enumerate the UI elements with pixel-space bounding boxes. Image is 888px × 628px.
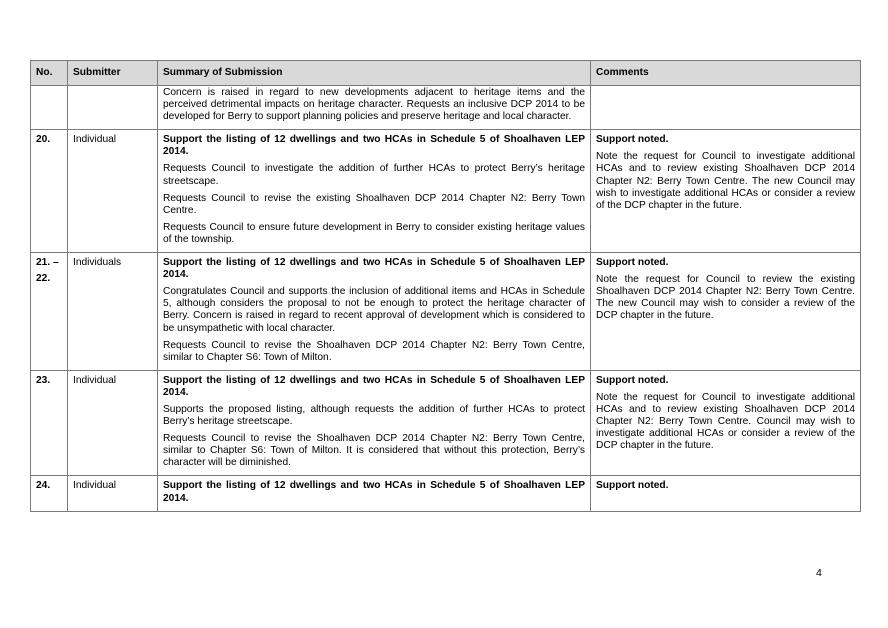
comments-cell bbox=[591, 253, 861, 371]
header-no: No. bbox=[31, 61, 68, 86]
submission-number-cell bbox=[31, 130, 68, 253]
submission-number-cell bbox=[31, 476, 68, 511]
summary-heading: Support the listing of 12 dwellings and two HCAs in Schedule 5 of Shoalhaven LEP 2014. bbox=[163, 374, 585, 398]
header-submitter: Submitter bbox=[68, 61, 158, 86]
comments-cell bbox=[591, 370, 861, 476]
summary-paragraph: Requests Council to revise the existing Shoalhaven DCP 2014 Chapter N2: Berry Town Centre. bbox=[163, 192, 585, 216]
summary-paragraph: Requests Council to investigate the addition of further HCAs to protect Berry’s heritage streetscape. bbox=[163, 163, 585, 187]
header-summary: Summary of Submission bbox=[158, 61, 591, 86]
comment-heading: Support noted. bbox=[596, 134, 669, 146]
summary-cell bbox=[158, 370, 591, 476]
summary-cell bbox=[158, 476, 591, 511]
submission-number: 20. bbox=[36, 134, 51, 146]
summary-cell bbox=[158, 130, 591, 253]
table-row-continuation bbox=[31, 86, 861, 130]
comments-cell bbox=[591, 476, 861, 511]
submission-number: 24. bbox=[36, 480, 51, 492]
submission-number-cell bbox=[31, 370, 68, 476]
submitter-cell: Individual bbox=[68, 130, 158, 253]
submitter-cell: Individuals bbox=[68, 253, 158, 371]
table-header-row bbox=[31, 61, 861, 86]
submissions-table bbox=[30, 60, 861, 512]
continuation-comments-cell bbox=[591, 86, 861, 130]
continuation-summary-text: Concern is raised in regard to new developments adjacent to heritage items and the perceived detrimental impacts on heritage character. Requests an inclusive DCP 2014 to be developed for Berry to support planning policies and preserve heritage and local character. bbox=[163, 87, 585, 123]
comment-heading: Support noted. bbox=[596, 374, 669, 386]
summary-paragraph: Requests Council to revise the Shoalhaven DCP 2014 Chapter N2: Berry Town Centre, similar to Chapter S6: Town of Milton. It is considered that without this protection, Berry’s character will be diminished. bbox=[163, 433, 585, 469]
submission-number: 23. bbox=[36, 374, 51, 386]
submission-number-cell bbox=[31, 253, 68, 371]
summary-heading: Support the listing of 12 dwellings and two HCAs in Schedule 5 of Shoalhaven LEP 2014. bbox=[163, 134, 585, 158]
summary-paragraph: Requests Council to revise the Shoalhaven DCP 2014 Chapter N2: Berry Town Centre, similar to Chapter S6: Town of Milton. bbox=[163, 339, 585, 363]
continuation-no-cell bbox=[31, 86, 68, 130]
comment-paragraph: Note the request for Council to investigate additional HCAs and to review existing Shoalhaven DCP 2014 Chapter N2: Berry Town Centre. Council may wish to investigate additional HCAs or consider a review of the DCP chapter in the future. bbox=[596, 391, 855, 452]
comment-paragraph: Note the request for Council to review the existing Shoalhaven DCP 2014 Chapter N2: Berry Town Centre. The new Council may wish to consider a review of the DCP chapter in the future. bbox=[596, 274, 855, 322]
submission-number: 21. – bbox=[36, 257, 59, 269]
table-row bbox=[31, 370, 861, 476]
summary-paragraph: Congratulates Council and supports the inclusion of additional items and HCAs in Schedule 5, although considers the proposal to not be enough to protect the heritage character of Berry. Concern is raised in regard to recent approval of development which is considered to be unsympathetic with local character. bbox=[163, 286, 585, 334]
comments-cell bbox=[591, 130, 861, 253]
header-comments: Comments bbox=[591, 61, 861, 86]
submissions-table-wrapper bbox=[30, 60, 860, 512]
comment-paragraph: Note the request for Council to investigate additional HCAs and to review existing Shoalhaven DCP 2014 Chapter N2: Berry Town Centre. The new Council may wish to investigate additional HCAs or consider a review of the DCP chapter in the future. bbox=[596, 151, 855, 211]
summary-cell bbox=[158, 253, 591, 371]
continuation-submitter-cell bbox=[68, 86, 158, 130]
summary-heading: Support the listing of 12 dwellings and two HCAs in Schedule 5 of Shoalhaven LEP 2014. bbox=[163, 257, 585, 281]
comment-heading: Support noted. bbox=[596, 480, 669, 492]
submitter-cell: Individual bbox=[68, 476, 158, 511]
continuation-summary-cell bbox=[158, 86, 591, 130]
summary-heading: Support the listing of 12 dwellings and two HCAs in Schedule 5 of Shoalhaven LEP 2014. bbox=[163, 480, 585, 504]
table-row bbox=[31, 130, 861, 253]
summary-paragraph: Requests Council to ensure future development in Berry to consider existing heritage values of the township. bbox=[163, 221, 585, 245]
table-row bbox=[31, 476, 861, 511]
submission-number: 22. bbox=[36, 273, 51, 285]
page-number: 4 bbox=[816, 567, 822, 579]
table-row bbox=[31, 253, 861, 371]
submitter-cell: Individual bbox=[68, 370, 158, 476]
comment-heading: Support noted. bbox=[596, 257, 669, 269]
summary-paragraph: Supports the proposed listing, although requests the addition of further HCAs to protect Berry’s heritage streetscape. bbox=[163, 403, 585, 428]
